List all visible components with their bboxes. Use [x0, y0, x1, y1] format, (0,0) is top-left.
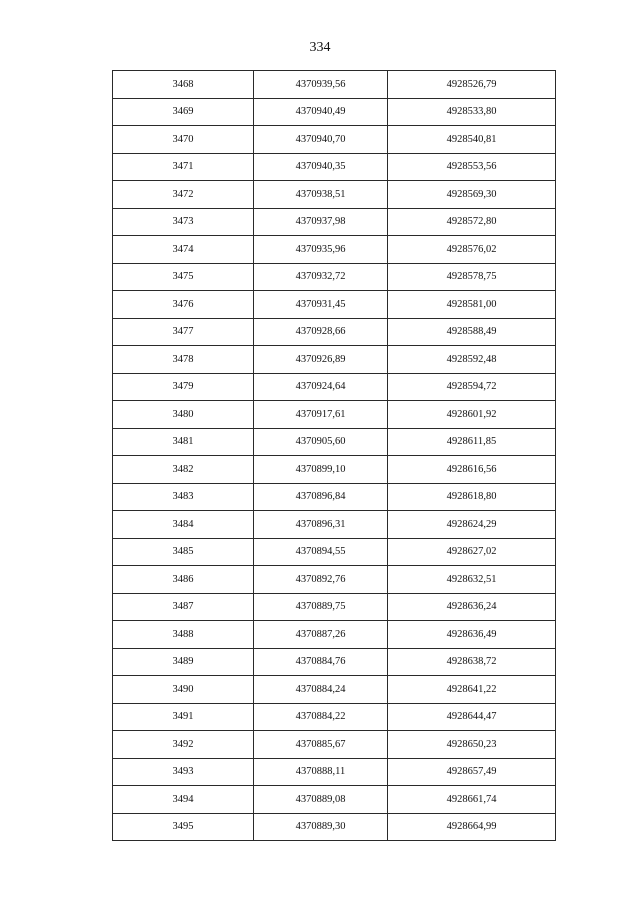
y-coordinate-cell: 4928588,49 — [388, 318, 556, 346]
x-coordinate-cell: 4370917,61 — [254, 401, 388, 429]
page-number: 334 — [309, 40, 331, 55]
table-row — [113, 758, 556, 786]
table-row — [113, 456, 556, 484]
point-number-cell: 3469 — [113, 98, 254, 126]
x-coordinate-cell: 4370931,45 — [254, 291, 388, 319]
y-coordinate-cell: 4928611,85 — [388, 428, 556, 456]
point-number-cell: 3486 — [113, 566, 254, 594]
x-coordinate-cell: 4370928,66 — [254, 318, 388, 346]
x-coordinate-cell: 4370938,51 — [254, 181, 388, 209]
x-coordinate-cell: 4370889,30 — [254, 813, 388, 841]
point-number-cell: 3495 — [113, 813, 254, 841]
y-coordinate-cell: 4928594,72 — [388, 373, 556, 401]
table-row — [113, 208, 556, 236]
table-row — [113, 318, 556, 346]
x-coordinate-cell: 4370892,76 — [254, 566, 388, 594]
x-coordinate-cell: 4370932,72 — [254, 263, 388, 291]
table-row — [113, 98, 556, 126]
coordinates-table — [112, 70, 556, 841]
table-row — [113, 153, 556, 181]
y-coordinate-cell: 4928661,74 — [388, 786, 556, 814]
table-row — [113, 71, 556, 99]
y-coordinate-cell: 4928644,47 — [388, 703, 556, 731]
point-number-cell: 3484 — [113, 511, 254, 539]
point-number-cell: 3475 — [113, 263, 254, 291]
point-number-cell: 3470 — [113, 126, 254, 154]
y-coordinate-cell: 4928624,29 — [388, 511, 556, 539]
point-number-cell: 3493 — [113, 758, 254, 786]
x-coordinate-cell: 4370888,11 — [254, 758, 388, 786]
table-row — [113, 346, 556, 374]
y-coordinate-cell: 4928627,02 — [388, 538, 556, 566]
y-coordinate-cell: 4928636,24 — [388, 593, 556, 621]
point-number-cell: 3491 — [113, 703, 254, 731]
y-coordinate-cell: 4928616,56 — [388, 456, 556, 484]
table-row — [113, 291, 556, 319]
point-number-cell: 3489 — [113, 648, 254, 676]
table-row — [113, 483, 556, 511]
y-coordinate-cell: 4928553,56 — [388, 153, 556, 181]
point-number-cell: 3490 — [113, 676, 254, 704]
y-coordinate-cell: 4928618,80 — [388, 483, 556, 511]
point-number-cell: 3487 — [113, 593, 254, 621]
table-row — [113, 621, 556, 649]
y-coordinate-cell: 4928572,80 — [388, 208, 556, 236]
x-coordinate-cell: 4370939,56 — [254, 71, 388, 99]
x-coordinate-cell: 4370884,22 — [254, 703, 388, 731]
point-number-cell: 3473 — [113, 208, 254, 236]
y-coordinate-cell: 4928592,48 — [388, 346, 556, 374]
table-row — [113, 511, 556, 539]
point-number-cell: 3481 — [113, 428, 254, 456]
y-coordinate-cell: 4928526,79 — [388, 71, 556, 99]
table-row — [113, 181, 556, 209]
table-row — [113, 566, 556, 594]
x-coordinate-cell: 4370926,89 — [254, 346, 388, 374]
y-coordinate-cell: 4928569,30 — [388, 181, 556, 209]
coordinates-table-body — [113, 71, 556, 841]
x-coordinate-cell: 4370937,98 — [254, 208, 388, 236]
x-coordinate-cell: 4370935,96 — [254, 236, 388, 264]
x-coordinate-cell: 4370889,75 — [254, 593, 388, 621]
x-coordinate-cell: 4370940,49 — [254, 98, 388, 126]
point-number-cell: 3480 — [113, 401, 254, 429]
y-coordinate-cell: 4928636,49 — [388, 621, 556, 649]
point-number-cell: 3492 — [113, 731, 254, 759]
y-coordinate-cell: 4928578,75 — [388, 263, 556, 291]
x-coordinate-cell: 4370940,70 — [254, 126, 388, 154]
x-coordinate-cell: 4370896,31 — [254, 511, 388, 539]
y-coordinate-cell: 4928581,00 — [388, 291, 556, 319]
table-row — [113, 126, 556, 154]
y-coordinate-cell: 4928533,80 — [388, 98, 556, 126]
x-coordinate-cell: 4370899,10 — [254, 456, 388, 484]
y-coordinate-cell: 4928601,92 — [388, 401, 556, 429]
table-row — [113, 703, 556, 731]
y-coordinate-cell: 4928540,81 — [388, 126, 556, 154]
table-row — [113, 263, 556, 291]
point-number-cell: 3485 — [113, 538, 254, 566]
table-row — [113, 401, 556, 429]
table-row — [113, 593, 556, 621]
point-number-cell: 3479 — [113, 373, 254, 401]
table-row — [113, 648, 556, 676]
point-number-cell: 3468 — [113, 71, 254, 99]
table-row — [113, 373, 556, 401]
x-coordinate-cell: 4370894,55 — [254, 538, 388, 566]
x-coordinate-cell: 4370896,84 — [254, 483, 388, 511]
y-coordinate-cell: 4928632,51 — [388, 566, 556, 594]
point-number-cell: 3477 — [113, 318, 254, 346]
table-row — [113, 428, 556, 456]
y-coordinate-cell: 4928641,22 — [388, 676, 556, 704]
point-number-cell: 3476 — [113, 291, 254, 319]
x-coordinate-cell: 4370885,67 — [254, 731, 388, 759]
table-row — [113, 731, 556, 759]
x-coordinate-cell: 4370924,64 — [254, 373, 388, 401]
x-coordinate-cell: 4370905,60 — [254, 428, 388, 456]
x-coordinate-cell: 4370889,08 — [254, 786, 388, 814]
table-row — [113, 813, 556, 841]
point-number-cell: 3478 — [113, 346, 254, 374]
y-coordinate-cell: 4928638,72 — [388, 648, 556, 676]
y-coordinate-cell: 4928650,23 — [388, 731, 556, 759]
table-row — [113, 786, 556, 814]
point-number-cell: 3494 — [113, 786, 254, 814]
x-coordinate-cell: 4370887,26 — [254, 621, 388, 649]
point-number-cell: 3482 — [113, 456, 254, 484]
point-number-cell: 3472 — [113, 181, 254, 209]
table-row — [113, 676, 556, 704]
x-coordinate-cell: 4370884,24 — [254, 676, 388, 704]
point-number-cell: 3474 — [113, 236, 254, 264]
point-number-cell: 3488 — [113, 621, 254, 649]
y-coordinate-cell: 4928664,99 — [388, 813, 556, 841]
point-number-cell: 3471 — [113, 153, 254, 181]
x-coordinate-cell: 4370940,35 — [254, 153, 388, 181]
table-row — [113, 538, 556, 566]
point-number-cell: 3483 — [113, 483, 254, 511]
x-coordinate-cell: 4370884,76 — [254, 648, 388, 676]
y-coordinate-cell: 4928576,02 — [388, 236, 556, 264]
y-coordinate-cell: 4928657,49 — [388, 758, 556, 786]
table-row — [113, 236, 556, 264]
